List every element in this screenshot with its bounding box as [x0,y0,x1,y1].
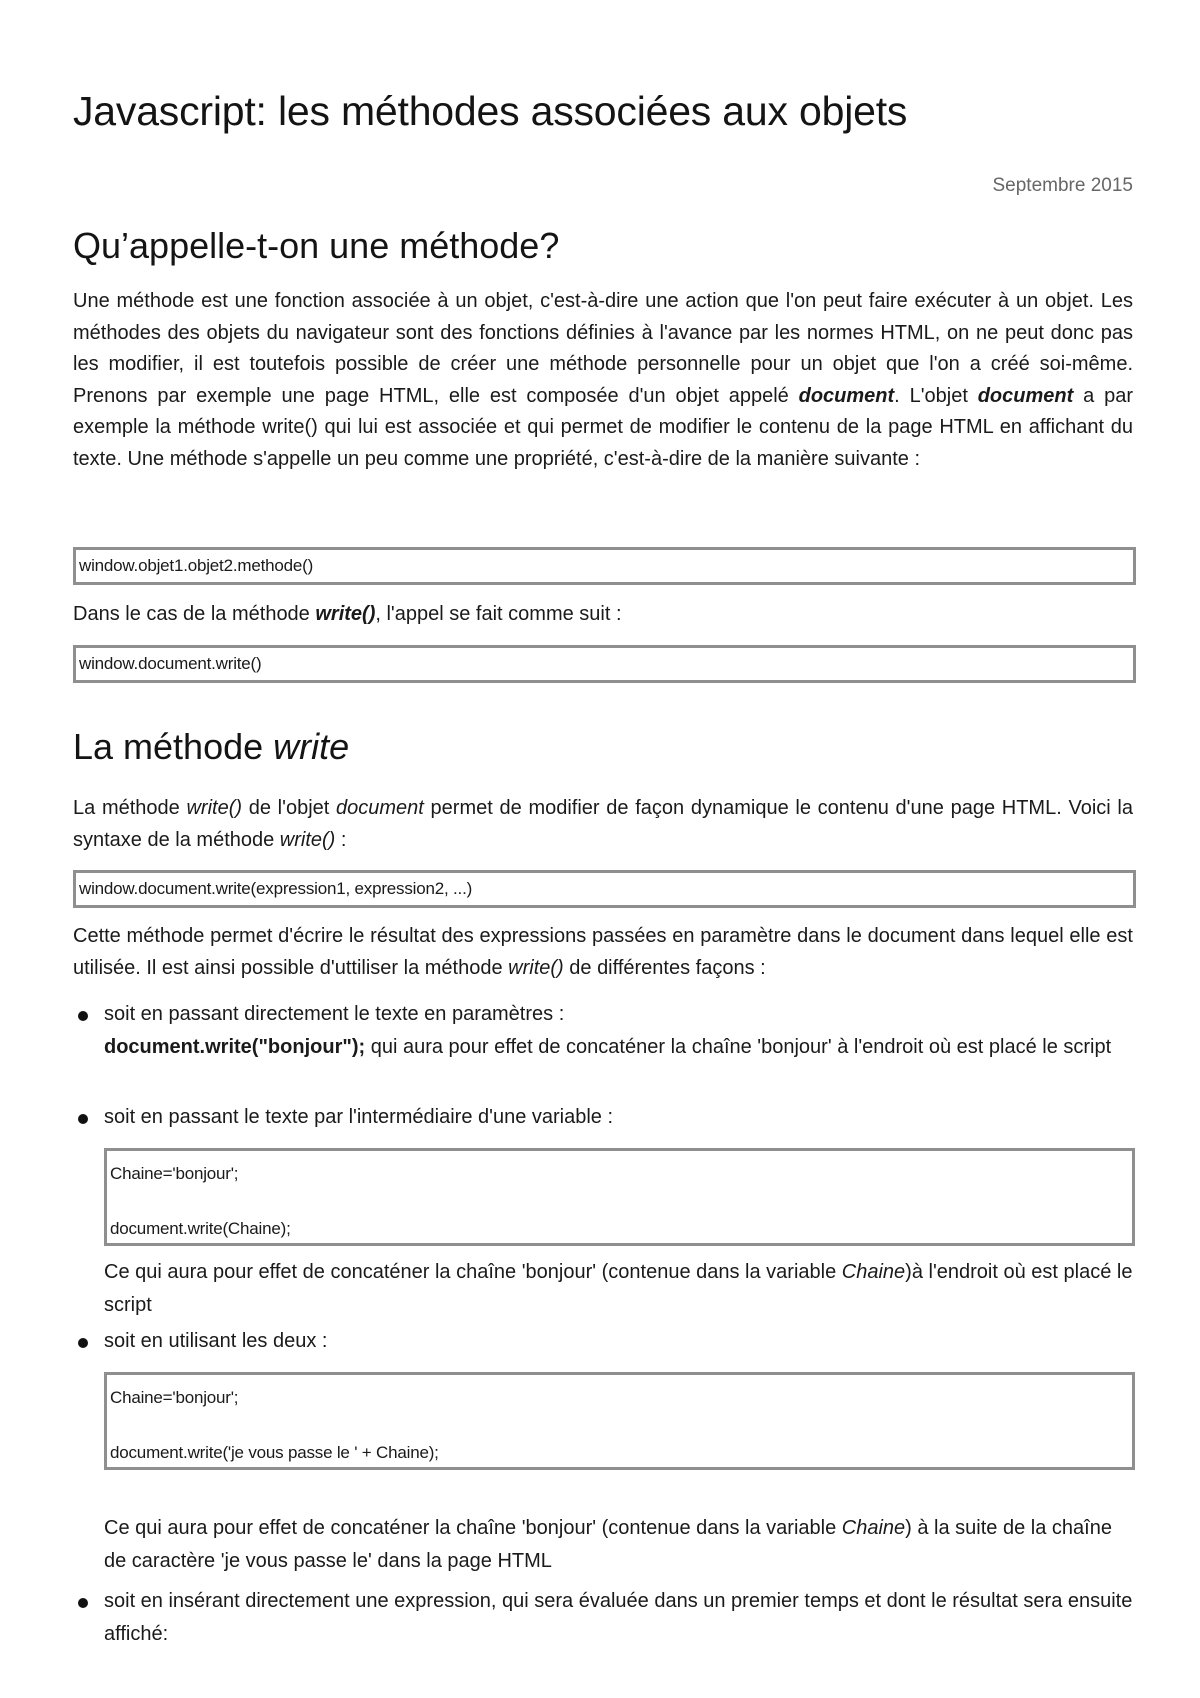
text: . L'objet [894,384,978,407]
section-heading-method: Qu’appelle-t-on une méthode? [73,225,560,266]
section2-paragraph-2 [73,921,1133,984]
code-line: document.write('je vous passe le ' + Chaine); [110,1442,439,1462]
bullet-dot [78,1338,88,1348]
emphasis-document: document [977,384,1074,407]
list-item-note [104,1256,1134,1321]
text: : [335,828,347,851]
code-block-method-call: window.objet1.objet2.methode() [73,547,1136,585]
text: Cette méthode permet d'écrire le résultat des expressions passées en paramètre dans le document dans lequel elle est utilisée. Il est ainsi possible d'uttiliser la méthode [73,925,1133,979]
page-title: Javascript: les méthodes associées aux objets [73,88,908,134]
text: de différentes façons : [563,956,766,979]
bullet-dot [78,1011,88,1021]
text: ) à la suite de la chaîne de caractère 'je vous passe le' dans la page HTML [104,1517,1112,1572]
text: La méthode [73,797,187,819]
emphasis-chaine: Chaine [841,1517,906,1539]
code-block-variable [104,1148,1135,1246]
list-item: soit en utilisant les deux : [104,1330,328,1352]
text: Dans le cas de la méthode [73,603,316,625]
text: Ce qui aura pour effet de concaténer la chaîne 'bonjour' (contenue dans la variable [104,1517,842,1539]
emphasis-chaine: Chaine [841,1261,906,1283]
text: , l'appel se fait comme suit : [375,603,622,625]
code-line: Chaine='bonjour'; [110,1388,239,1407]
emphasis-write: write() [279,828,336,851]
text: soit en passant directement le texte en paramètres : [104,1003,565,1025]
text: de l'objet [242,797,337,819]
emphasis-document: document [336,797,424,819]
bullet-dot [78,1114,88,1124]
emphasis-document: document [798,384,895,407]
text: Une méthode est une fonction associée à un objet, c'est-à-dire une action que l'on peut faire exécuter à un objet. Les méthodes des objets du navigateur sont des fonctions définies à l'avance par les normes HTML, on ne peut donc pas les modifier, il est toutefois possible de créer une méthode personnelle pour un objet que l'on a créé soi-même. Prenons par exemple une page HTML, elle est composée d'un objet appelé [73,290,1133,407]
section1-paragraph-2 [73,599,1133,631]
code-line: Chaine='bonjour'; [110,1164,239,1183]
text: a par exemple la méthode write() qui lui est associée et qui permet de modifier le contenu de la page HTML en affichant du texte. Une méthode s'appelle un peu comme une propriété, c'est-à-dire de la manière suivante : [73,384,1133,470]
bullet-dot [78,1598,88,1608]
code-block-write-syntax: window.document.write(expression1, expression2, ...) [73,870,1136,908]
list-item: soit en insérant directement une expression, qui sera évaluée dans un premier temps et dont le résultat sera ensuite affiché: [104,1590,1133,1645]
text: )à l'endroit où est placé le script [104,1261,1133,1316]
heading-emphasis: write [273,726,350,767]
publication-date: Septembre 2015 [992,175,1133,196]
emphasis-write: write() [186,797,243,819]
code-line: document.write(Chaine); [110,1218,291,1238]
heading-text: La méthode [73,726,274,767]
list-item-note [104,1512,1134,1577]
emphasis-write: write() [315,603,376,625]
inline-code: document.write("bonjour"); [104,1035,366,1058]
section2-paragraph [73,793,1133,856]
emphasis-write: write() [508,956,564,979]
list-item: soit en passant le texte par l'intermédiaire d'une variable : [104,1106,614,1128]
text: qui aura pour effet de concaténer la chaîne 'bonjour' à l'endroit où est placé le script [365,1035,1112,1058]
section1-paragraph [73,286,1133,475]
text: Ce qui aura pour effet de concaténer la chaîne 'bonjour' (contenue dans la variable [104,1261,842,1283]
code-block-write-call: window.document.write() [73,645,1136,683]
list-item [104,998,1134,1063]
text: permet de modifier de façon dynamique le contenu d'une page HTML. Voici la syntaxe de la méthode [73,797,1133,851]
code-block-combined [104,1372,1135,1470]
section-heading-write [73,726,349,768]
